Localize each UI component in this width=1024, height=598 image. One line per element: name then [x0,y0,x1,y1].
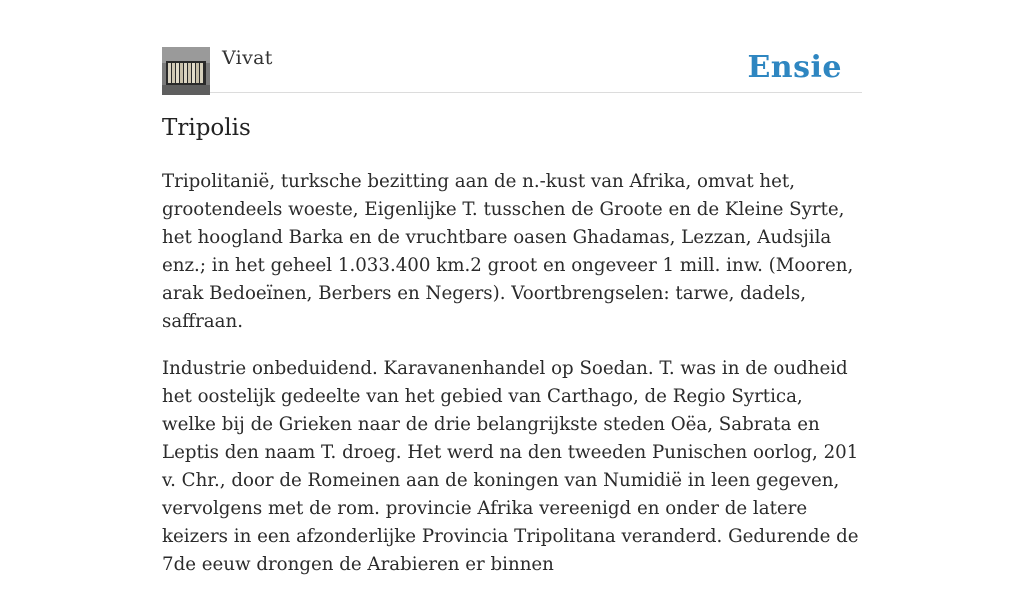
article-paragraph: Industrie onbeduidend. Karavanenhandel op Soedan. T. was in de oudheid het oostelijk gedeelte van het gebied van Carthago, de Regio Syrtica, welke bij de Grieken naar de drie belangrijkste steden Oëa, Sabrata en Leptis den naam T. droeg. Het werd na den tweeden Punischen oorlog, 201 v. Chr., door de Romeinen aan de koningen van Numidië in leen gegeven, vervolgens met de rom. provincie Afrika vereenigd en onder de latere keizers in een afzonderlijke Provincia Tripolitana veranderd. Gedurende de 7de eeuw drongen de Arabieren er binnen [162,358,859,575]
article-paragraph: Tripolitanië, turksche bezitting aan de n.-kust van Afrika, omvat het, grootendeels woeste, Eigenlijke T. tusschen de Groote en de Kleine Syrte, het hoogland Barka en de vruchtbare oasen Ghadamas, Lezzan, Audsjila enz.; in het geheel 1.033.400 km.2 groot en ongeveer 1 mill. inw. (Mooren, arak Bedoeïnen, Berbers en Negers). Voortbrengselen: tarwe, dadels, saffraan. [162,171,854,332]
author-avatar[interactable] [162,47,210,95]
article-page [162,0,862,575]
article-body [162,168,862,598]
author-name[interactable]: Vivat [222,47,273,69]
ensie-logo[interactable]: Ensie [747,50,842,85]
article-header [162,46,862,93]
article-title: Tripolis [162,115,251,141]
books-avatar-image [162,47,210,95]
